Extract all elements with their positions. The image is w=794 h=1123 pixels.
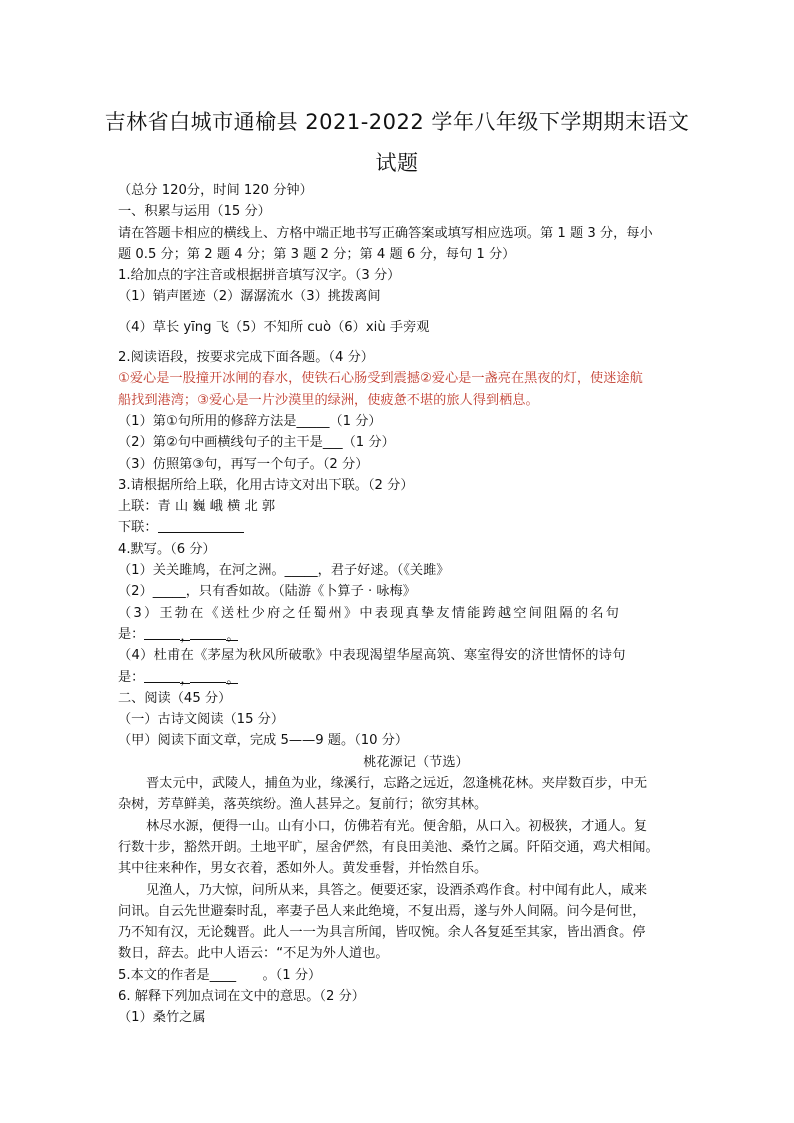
passage-line: 晋太元中，武陵人，捕鱼为业，缘溪行，忘路之远近，忽逢桃花林。夹岸数百步，中无 — [146, 776, 648, 792]
question-4-3: （3）王勃在《送杜少府之任蜀州》中表现真挚友情能跨越空间阻隔的名句 — [118, 605, 621, 621]
lower-couplet-label: 下联： — [118, 520, 158, 536]
passage-line: 船找到港湾；③爱心是一片沙漠里的绿洲，使疲惫不堪的旅人得到栖息。 — [118, 392, 539, 408]
passage-line: 乃不知有汉，无论魏晋。此人一一为具言所闻，皆叹惋。余人各复延至其家，皆出酒食。停 — [118, 925, 646, 941]
passage-line: 其中往来种作，男女衣着，悉如外人。黄发垂髫，并怡然自乐。 — [118, 861, 488, 877]
subsection-heading: （一）古诗文阅读（15 分） — [118, 712, 285, 728]
answer-blank[interactable] — [158, 518, 244, 533]
question-1: 1.给加点的字注音或根据拼音填写汉字。（3 分） — [118, 268, 401, 284]
section-heading: 一、积累与运用（15 分） — [118, 204, 271, 220]
upper-couplet: 上联：青 山 巍 峨 横 北 郭 — [118, 499, 276, 515]
answer-label: 是： — [118, 669, 145, 685]
passage-title: 桃花源记（节选） — [363, 754, 469, 770]
section-heading: 二、阅读（45 分） — [118, 690, 232, 706]
answer-label: 是： — [118, 626, 145, 642]
instructions-cont: 题 0.5 分；第 2 题 4 分；第 3 题 2 分；第 4 题 6 分，每句 1 分） — [118, 246, 516, 262]
answer-blank[interactable] — [190, 668, 226, 683]
answer-blank[interactable] — [144, 668, 180, 683]
answer-blank[interactable] — [190, 625, 226, 640]
lower-couplet — [118, 517, 684, 538]
answer-blank[interactable] — [144, 625, 180, 640]
passage-line: 行数十步，豁然开朗。土地平旷，屋舍俨然，有良田美池、桑竹之属。阡陌交通，鸡犬相闻。 — [118, 839, 659, 855]
question-2-1: （1）第①句所用的修辞方法是_____（1 分） — [118, 413, 382, 429]
question-6-1: （1）桑竹之属 — [118, 1010, 206, 1026]
exam-info: （总分 120分，时间 120 分钟） — [118, 183, 313, 198]
passage-line: ①爱心是一股撞开冰闸的春水，使铁石心肠受到震撼②爱心是一盏亮在黑夜的灯，使迷途航 — [118, 371, 643, 387]
question-5: 5.本文的作者是____ 。（1 分） — [118, 967, 322, 983]
instructions: 请在答题卡相应的横线上、方格中端正地书写正确答案或填写相应选项。第 1 题 3 分，每小 — [118, 225, 653, 241]
passage-line: 林尽水源，便得一山。山有小口，仿佛若有光。便舍船，从口入。初极狭，才通人。复 — [146, 818, 648, 834]
question-2-3: （3）仿照第③句，再写一个句子。（2 分） — [118, 456, 369, 472]
question-4: 4.默写。（6 分） — [118, 541, 216, 557]
passage-line: 杂树，芳草鲜美，落英缤纷。渔人甚异之。复前行；欲穷其林。 — [118, 797, 488, 813]
document-title-line-2: 试题 — [375, 151, 419, 175]
passage-line: 见渔人，乃大惊，问所从来，具答之。便要还家，设酒杀鸡作食。村中闻有此人，咸来 — [146, 882, 648, 898]
reading-instructions: （甲）阅读下面文章，完成 5——9 题。（10 分） — [118, 733, 409, 749]
question-2-2: （2）第②句中画横线句子的主干是___（1 分） — [118, 435, 395, 451]
passage-line: 问讯。自云先世避秦时乱，率妻子邑人来此绝境，不复出焉，遂与外人间隔。问今是何世， — [118, 903, 646, 919]
question-4-1: （1）关关雎鸠，在河之洲。_____，君子好逑。（《关雎》 — [118, 563, 450, 579]
question-4-3-answer: 是： ， 。 — [118, 626, 240, 644]
question-3: 3.请根据所给上联，化用古诗文对出下联。（2 分） — [118, 477, 414, 493]
question-4-4: （4）杜甫在《茅屋为秋风所破歌》中表现渴望华屋高筑、寒室得安的济世情怀的诗句 — [118, 648, 626, 664]
passage-line: 数日，辞去。此中人语云：“不足为外人道也。 — [118, 946, 389, 962]
document-title-line-1: 吉林省白城市通榆县 2021-2022 学年八年级下学期期末语文 — [104, 110, 690, 134]
question-4-4-answer: 是： ， 。 — [118, 669, 240, 687]
question-6: 6. 解释下列加点词在文中的意思。（2 分） — [118, 988, 365, 1004]
question-2: 2.阅读语段，按要求完成下面各题。（4 分） — [118, 350, 374, 366]
question-1-items: （1）销声匿迹（2）潺潺流水（3）挑拨离间 — [118, 289, 381, 305]
question-1-items-2: （4）草长 yīng 飞（5）不知所 cuò（6）xiù 手旁观 — [118, 319, 430, 335]
document-body — [118, 180, 684, 1029]
question-4-2: （2）_____，只有香如故。（陆游《卜算子 · 咏梅》 — [118, 584, 416, 600]
